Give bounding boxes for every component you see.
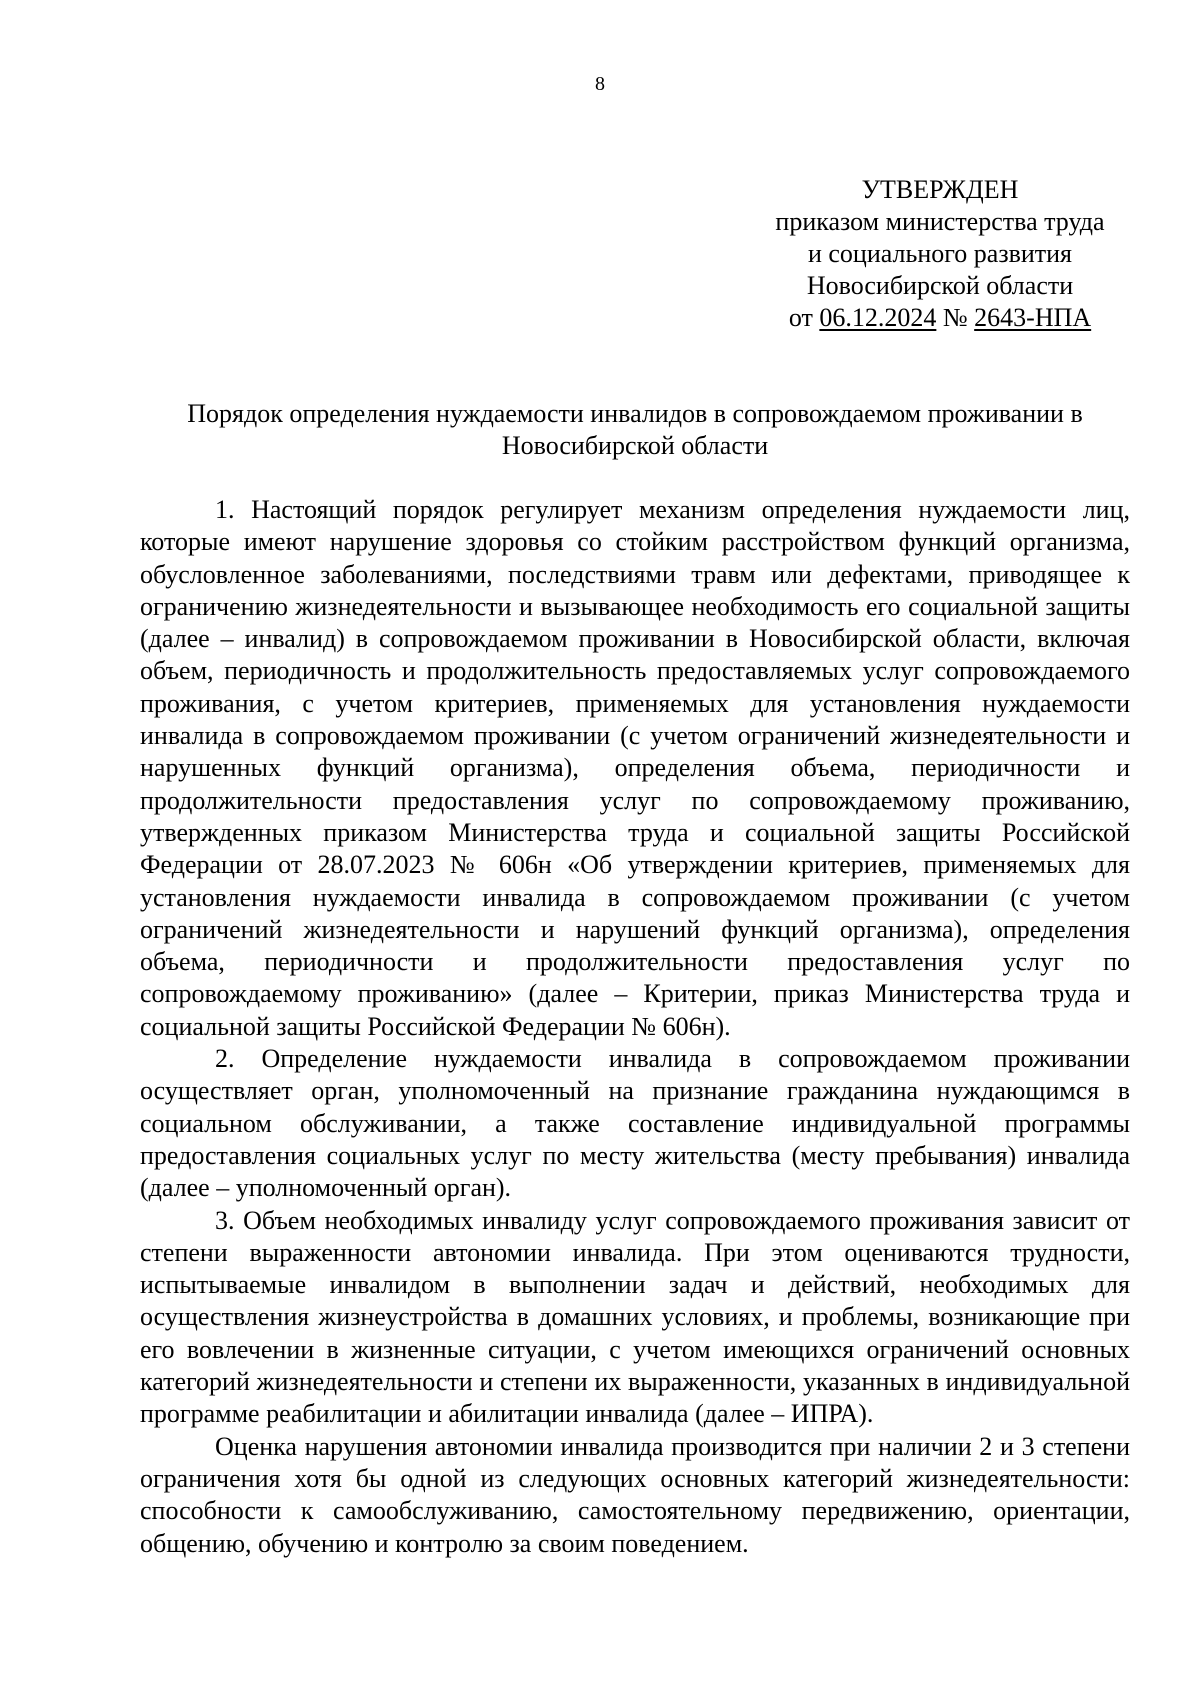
approval-line-3: Новосибирской области: [806, 271, 1074, 300]
page-number: 8: [595, 73, 605, 95]
approval-line-1: приказом министерства труда: [775, 207, 1105, 236]
date-prefix: от: [788, 303, 813, 332]
document-body: [140, 494, 1130, 1560]
approval-line-2: и социального развития: [807, 239, 1073, 268]
approval-date: 06.12.2024: [819, 303, 937, 332]
approval-stamp: [740, 174, 1140, 334]
approval-heading: УТВЕРЖДЕН: [861, 175, 1019, 204]
paragraph-2: 2. Определение нуждаемости инвалида в сопровождаемом проживании осуществляет орган, уполномоченный на признание гражданина нуждающимся в социальном обслуживании, а также составление индивидуальной программы предоставления социальных услуг по месту жительства (месту пребывания) инвалида (далее – уполномоченный орган).: [140, 1044, 1130, 1203]
approval-date-line: [740, 302, 1140, 334]
approval-number: 2643-НПА: [974, 303, 1092, 332]
document-title: Порядок определения нуждаемости инвалидов в сопровождаемом проживании в Новосибирской области: [187, 399, 1083, 460]
paragraph-1: 1. Настоящий порядок регулирует механизм определения нуждаемости лиц, которые имеют нарушение здоровья со стойким расстройством функций организма, обусловленное заболеваниями, последствиями травм или дефектами, приводящее к ограничению жизнедеятельности и вызывающее необходимость его социальной защиты (далее – инвалид) в сопровождаемом проживании в Новосибирской области, включая объем, периодичность и продолжительность предоставляемых услуг сопровождаемого проживания, с учетом критериев, применяемых для установления нуждаемости инвалида в сопровождаемом проживании (с учетом ограничений жизнедеятельности и нарушенных функций организма), определения объема, периодичности и продолжительности предоставления услуг по сопровождаемому проживанию, утвержденных приказом Министерства труда и социальной защиты Российской Федерации от 28.07.2023 № 606н «Об утверждении критериев, применяемых для установления нуждаемости инвалида в сопровождаемом проживании (с учетом ограничений жизнедеятельности и нарушений функций организма), определения объема, периодичности и продолжительности предоставления услуг по сопровождаемому проживанию» (далее – Критерии, приказ Министерства труда и социальной защиты Российской Федерации № 606н).: [140, 495, 1130, 1041]
number-prefix: №: [942, 303, 968, 332]
paragraph-4: Оценка нарушения автономии инвалида производится при наличии 2 и 3 степени ограничения хотя бы одной из следующих основных категорий жизнедеятельности: способности к самообслуживанию, самостоятельному передвижению, ориентации, общению, обучению и контролю за своим поведением.: [140, 1431, 1130, 1558]
paragraph-3: 3. Объем необходимых инвалиду услуг сопровождаемого проживания зависит от степени выраженности автономии инвалида. При этом оцениваются трудности, испытываемые инвалидом в выполнении задач и действий, необходимых для осуществления жизнеустройства в домашних условиях, и проблемы, возникающие при его вовлечении в жизненные ситуации, с учетом имеющихся ограничений основных категорий жизнедеятельности и степени их выраженности, указанных в индивидуальной программе реабилитации и абилитации инвалида (далее – ИПРА).: [140, 1205, 1130, 1429]
